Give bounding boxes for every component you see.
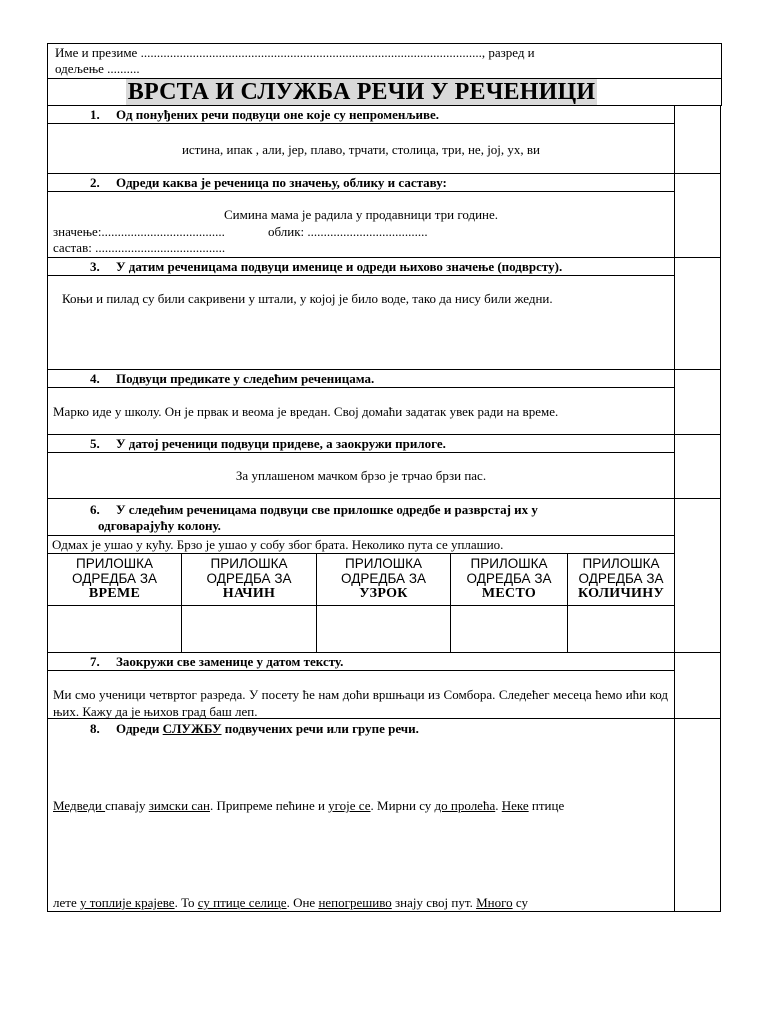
task5-instruction <box>90 437 446 450</box>
answer-cell-place[interactable] <box>451 606 567 652</box>
task6-sentences: Одмах је ушао у кућу. Брзо је ушао у собу због брата. Неколико пута се уплашио. <box>52 537 504 552</box>
underlined-word-group: непогрешиво <box>318 895 392 910</box>
column-header-manner <box>182 556 316 602</box>
column-place-line2: ОДРЕДБА ЗА <box>466 571 552 587</box>
task2-sentence: Симина мама је радила у продавници три године. <box>224 207 498 222</box>
task5-sentence: За уплашеном мачком брзо је трчао брзи пас. <box>235 468 487 483</box>
text-fragment: . <box>495 798 502 813</box>
task6-instruction-bottom <box>47 535 675 536</box>
underlined-word-group: зимски сан <box>148 798 210 813</box>
column-manner-word: НАЧИН <box>222 586 276 602</box>
task4-instruction <box>90 372 374 385</box>
column-time-line1: ПРИЛОШКА <box>75 556 153 571</box>
column-header-cause <box>317 556 450 602</box>
column-header-quantity <box>568 556 674 602</box>
text-fragment: знају свој пут. <box>391 895 477 910</box>
task8-bottom <box>47 911 721 912</box>
task7-number: 7. <box>90 654 100 669</box>
task5-instruction-text: У датој реченици подвуци придеве, а заокружи прилоге. <box>116 436 446 451</box>
task6-sentence-bottom <box>47 553 675 554</box>
student-name-line: Име и презиме ........................................................................................................., разред и <box>55 45 535 60</box>
task6-instruction-line2: одговарајућу колону. <box>98 518 221 533</box>
column-quantity-word: КОЛИЧИНУ <box>577 586 665 602</box>
task2-bottom <box>47 257 721 258</box>
task2-instruction-text: Одреди каква је реченица по значењу, облику и саставу: <box>116 175 447 190</box>
text-fragment: . То <box>174 895 198 910</box>
underlined-word-group: Много <box>476 895 513 910</box>
page-title-text: ВРСТА И СЛУЖБА РЕЧИ У РЕЧЕНИЦИ <box>127 79 596 105</box>
task1-instruction-text: Од понуђених речи подвуци оне које су непроменљиве. <box>116 107 440 122</box>
column-header-time <box>48 556 181 602</box>
text-fragment: птице <box>528 798 565 813</box>
task4-sentences: Марко иде у школу. Он је првак и веома је вредан. Свој домаћи задатак увек ради на време. <box>53 404 559 419</box>
column-quantity-line1: ПРИЛОШКА <box>582 556 660 571</box>
text-fragment: спавају <box>105 798 149 813</box>
task4-instruction-bottom <box>47 387 675 388</box>
underlined-word-group: су птице селице <box>197 895 287 910</box>
column-time-line2: ОДРЕДБА ЗА <box>72 571 157 587</box>
column-manner-line1: ПРИЛОШКА <box>210 556 288 571</box>
task4-number: 4. <box>90 371 100 386</box>
task1-bottom <box>47 173 721 174</box>
task3-instruction-bottom <box>47 275 675 276</box>
task1-number: 1. <box>90 107 100 122</box>
task2-form-field[interactable]: облик: ..................................... <box>268 224 428 239</box>
column-place-line1: ПРИЛОШКА <box>470 556 548 571</box>
task5-number: 5. <box>90 436 100 451</box>
task7-paragraph: Ми смо ученици четвртог разреда. У посету ће нам доћи вршњаци из Сомбора. Следећег месеца ћемо ићи код њих. Кажу да је њихов град баш леп. <box>53 687 668 719</box>
text-fragment: су <box>512 895 528 910</box>
text-fragment: . Оне <box>286 895 319 910</box>
column-time-word: ВРЕМЕ <box>88 586 141 602</box>
task6-number: 6. <box>90 502 100 517</box>
task2-instruction-bottom <box>47 191 675 192</box>
content-right-border <box>674 105 675 912</box>
task6-instruction-line1: У следећим реченицама подвуци све прилошке одредбе и разврстај их у <box>116 502 538 517</box>
header-top-border <box>47 43 722 44</box>
column-cause-line2: ОДРЕДБА ЗА <box>341 571 426 587</box>
task8-instruction-pre: Одреди <box>116 721 163 736</box>
column-cause-line1: ПРИЛОШКА <box>344 556 422 571</box>
text-fragment: . Мирни су <box>370 798 435 813</box>
underlined-word-group: угоје се <box>328 798 371 813</box>
task1-instruction-bottom <box>47 123 675 124</box>
task8-instruction <box>90 722 419 735</box>
underlined-word-group: до пролећа <box>434 798 496 813</box>
answer-cell-cause[interactable] <box>317 606 450 652</box>
task3-instruction <box>90 260 562 273</box>
column-manner-line2: ОДРЕДБА ЗА <box>206 571 292 587</box>
task1-instruction <box>90 108 439 121</box>
text-fragment: . Припреме пећине и <box>209 798 329 813</box>
answer-cell-manner[interactable] <box>182 606 316 652</box>
title-bottom-border <box>47 105 722 106</box>
task2-instruction <box>90 176 447 189</box>
task3-bottom <box>47 369 721 370</box>
task3-sentence: Коњи и пилад су били сакривени у штали, у којој је било воде, тако да нису били жедни. <box>62 291 553 306</box>
score-column-right-border <box>720 105 721 912</box>
task1-word-list: истина, ипак , али, јер, плаво, трчати, столица, три, не, јој, ух, ви <box>181 142 541 157</box>
answer-cell-time[interactable] <box>48 606 181 652</box>
task7-instruction <box>90 655 343 668</box>
underlined-word-group: у топлије крајеве <box>79 895 175 910</box>
column-quantity-line2: ОДРЕДБА ЗА <box>578 571 664 587</box>
task6-instruction <box>90 503 538 516</box>
answer-cell-quantity[interactable] <box>568 606 674 652</box>
task8-instruction-post: подвучених речи или групе речи. <box>221 721 419 736</box>
task3-instruction-text: У датим реченицама подвуци именице и одреди њихово значење (подврсту). <box>116 259 563 274</box>
task4-bottom <box>47 434 721 435</box>
task8-instruction-underlined: СЛУЖБУ <box>162 721 222 736</box>
task5-bottom <box>47 498 721 499</box>
underlined-word-group: Неке <box>501 798 529 813</box>
task2-meaning-field[interactable]: значење:...................................... <box>53 224 225 239</box>
column-header-place <box>451 556 567 602</box>
column-cause-word: УЗРОК <box>359 586 408 602</box>
text-fragment: лете <box>53 895 80 910</box>
task5-instruction-bottom <box>47 452 675 453</box>
task7-instruction-bottom <box>47 670 675 671</box>
task4-instruction-text: Подвуци предикате у следећим реченицама. <box>116 371 375 386</box>
student-class-line: одељење .......... <box>55 61 140 76</box>
task2-number: 2. <box>90 175 100 190</box>
task8-text-line2 <box>53 896 528 909</box>
task8-text-line1 <box>53 799 564 812</box>
task7-instruction-text: Заокружи све заменице у датом тексту. <box>116 654 344 669</box>
task8-number: 8. <box>90 721 100 736</box>
underlined-word-group: Медведи <box>53 798 106 813</box>
task6-bottom <box>47 652 721 653</box>
header-right-border <box>721 43 722 105</box>
task3-number: 3. <box>90 259 100 274</box>
page-title <box>48 80 675 104</box>
column-place-word: МЕСТО <box>481 586 537 602</box>
task2-composition-field[interactable]: састав: ........................................ <box>53 240 226 255</box>
